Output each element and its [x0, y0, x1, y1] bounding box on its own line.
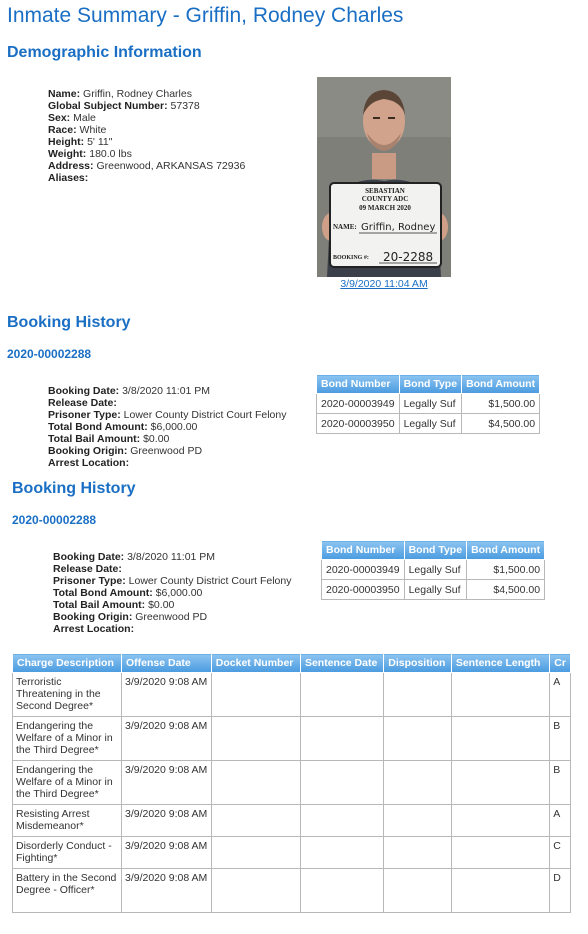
charge-class: D	[550, 869, 571, 913]
demographic-field-sex: Sex: Male	[48, 112, 96, 124]
booking-history-heading: Booking History	[12, 480, 136, 497]
docket-number-header[interactable]: Docket Number	[211, 654, 300, 673]
demographic-field-height: Height: 5' 11"	[48, 136, 113, 148]
bond-amount-header[interactable]: Bond Amount	[462, 375, 540, 394]
sentence-date	[300, 761, 383, 805]
sentence-date	[300, 869, 383, 913]
offense-date: 3/9/2020 9:08 AM	[121, 869, 211, 913]
booking-field: Prisoner Type: Lower County District Court Felony	[48, 409, 287, 421]
disposition	[384, 761, 452, 805]
placard-name-value: Griffin, Rodney	[361, 222, 436, 233]
class-header[interactable]: Cr	[550, 654, 571, 673]
offense-date: 3/9/2020 9:08 AM	[121, 673, 211, 717]
placard-line1: SEBASTIAN	[365, 187, 405, 195]
placard-booking-label: BOOKING #:	[333, 255, 369, 261]
bond-amount: $1,500.00	[467, 560, 545, 580]
charge-description: Terroristic Threatening in the Second Degree*	[13, 673, 122, 717]
sentence-length	[451, 673, 549, 717]
booking-field: Booking Date: 3/8/2020 11:01 PM	[48, 385, 211, 397]
bond-type: Legally Suf	[399, 394, 461, 414]
booking-field: Release Date:	[48, 397, 117, 409]
bond-type-header[interactable]: Bond Type	[399, 375, 461, 394]
table-row	[13, 717, 571, 761]
booking-field: Arrest Location:	[53, 623, 135, 635]
table-row	[13, 869, 571, 913]
bond-table	[321, 540, 545, 600]
table-row	[13, 805, 571, 837]
demographic-field-gsn: Global Subject Number: 57378	[48, 100, 200, 112]
docket-number	[211, 717, 300, 761]
booking-field: Booking Date: 3/8/2020 11:01 PM	[53, 551, 216, 563]
booking-history-heading: Booking History	[7, 314, 131, 331]
demographic-field-name: Name: Griffin, Rodney Charles	[48, 88, 192, 100]
sentence-date	[300, 805, 383, 837]
bond-number-header[interactable]: Bond Number	[322, 541, 405, 560]
bond-type: Legally Suf	[399, 414, 461, 434]
sentence-length	[451, 761, 549, 805]
disposition-header[interactable]: Disposition	[384, 654, 452, 673]
charges-table	[12, 653, 571, 913]
placard-date: 09 MARCH 2020	[359, 204, 411, 212]
table-row	[13, 837, 571, 869]
booking-number: 2020-00002288	[7, 347, 92, 361]
charge-class: C	[550, 837, 571, 869]
charge-description: Battery in the Second Degree - Officer*	[13, 869, 122, 913]
bond-amount-header[interactable]: Bond Amount	[467, 541, 545, 560]
booking-field: Prisoner Type: Lower County District Court Felony	[53, 575, 292, 587]
docket-number	[211, 837, 300, 869]
charge-class: A	[550, 673, 571, 717]
bond-type: Legally Suf	[404, 580, 466, 600]
bond-number: 2020-00003950	[322, 580, 405, 600]
sentence-length	[451, 805, 549, 837]
booking-field: Arrest Location:	[48, 457, 130, 469]
booking-info	[53, 551, 291, 635]
bond-number: 2020-00003949	[322, 560, 405, 580]
bond-type: Legally Suf	[404, 560, 466, 580]
charge-description-header[interactable]: Charge Description	[13, 654, 122, 673]
disposition	[384, 717, 452, 761]
disposition	[384, 869, 452, 913]
offense-date: 3/9/2020 9:08 AM	[121, 837, 211, 869]
bond-amount: $4,500.00	[462, 414, 540, 434]
booking-number: 2020-00002288	[12, 513, 97, 527]
photo-date-link[interactable]: 3/9/2020 11:04 AM	[340, 278, 428, 290]
offense-date: 3/9/2020 9:08 AM	[121, 717, 211, 761]
table-row	[317, 394, 540, 414]
docket-number	[211, 805, 300, 837]
charge-description: Resisting Arrest Misdemeanor*	[13, 805, 122, 837]
charge-class: B	[550, 761, 571, 805]
bond-table	[316, 374, 540, 434]
docket-number	[211, 869, 300, 913]
bond-amount: $4,500.00	[467, 580, 545, 600]
disposition	[384, 837, 452, 869]
offense-date: 3/9/2020 9:08 AM	[121, 805, 211, 837]
table-row	[13, 673, 571, 717]
charge-description: Endangering the Welfare of a Minor in the Third Degree*	[13, 717, 122, 761]
placard-name-label: NAME:	[333, 223, 357, 231]
bond-type-header[interactable]: Bond Type	[404, 541, 466, 560]
table-row	[322, 580, 545, 600]
placard-booking-value: 20-2288	[383, 250, 434, 264]
docket-number	[211, 673, 300, 717]
table-row	[317, 414, 540, 434]
charge-class: B	[550, 717, 571, 761]
sentence-date-header[interactable]: Sentence Date	[300, 654, 383, 673]
booking-field: Total Bond Amount: $6,000.00	[53, 587, 203, 599]
charge-description: Disorderly Conduct - Fighting*	[13, 837, 122, 869]
offense-date: 3/9/2020 9:08 AM	[121, 761, 211, 805]
page-title: Inmate Summary - Griffin, Rodney Charles	[7, 4, 404, 27]
demographic-field-aliases: Aliases:	[48, 172, 89, 184]
disposition	[384, 805, 452, 837]
booking-field: Total Bail Amount: $0.00	[48, 433, 170, 445]
demographic-field-address: Address: Greenwood, ARKANSAS 72936	[48, 160, 246, 172]
booking-info	[48, 385, 286, 469]
charge-description: Endangering the Welfare of a Minor in the Third Degree*	[13, 761, 122, 805]
demographic-field-weight: Weight: 180.0 lbs	[48, 148, 132, 160]
demographic-field-race: Race: White	[48, 124, 107, 136]
disposition	[384, 673, 452, 717]
sentence-date	[300, 837, 383, 869]
table-row	[322, 560, 545, 580]
booking-field: Release Date:	[53, 563, 122, 575]
booking-field: Booking Origin: Greenwood PD	[48, 445, 203, 457]
docket-number	[211, 761, 300, 805]
bond-number: 2020-00003950	[317, 414, 400, 434]
booking-field: Booking Origin: Greenwood PD	[53, 611, 208, 623]
sentence-date	[300, 673, 383, 717]
sentence-length	[451, 837, 549, 869]
charge-class: A	[550, 805, 571, 837]
bond-number-header[interactable]: Bond Number	[317, 375, 400, 394]
offense-date-header[interactable]: Offense Date	[121, 654, 211, 673]
sentence-length-header[interactable]: Sentence Length	[451, 654, 549, 673]
booking-field: Total Bail Amount: $0.00	[53, 599, 175, 611]
demographic-info	[48, 88, 245, 184]
sentence-date	[300, 717, 383, 761]
mugshot-photo[interactable]	[317, 77, 451, 277]
bond-number: 2020-00003949	[317, 394, 400, 414]
bond-amount: $1,500.00	[462, 394, 540, 414]
booking-field: Total Bond Amount: $6,000.00	[48, 421, 198, 433]
table-row	[13, 761, 571, 805]
sentence-length	[451, 869, 549, 913]
placard-line2: COUNTY ADC	[361, 195, 409, 203]
demographics-heading: Demographic Information	[7, 44, 202, 61]
sentence-length	[451, 717, 549, 761]
